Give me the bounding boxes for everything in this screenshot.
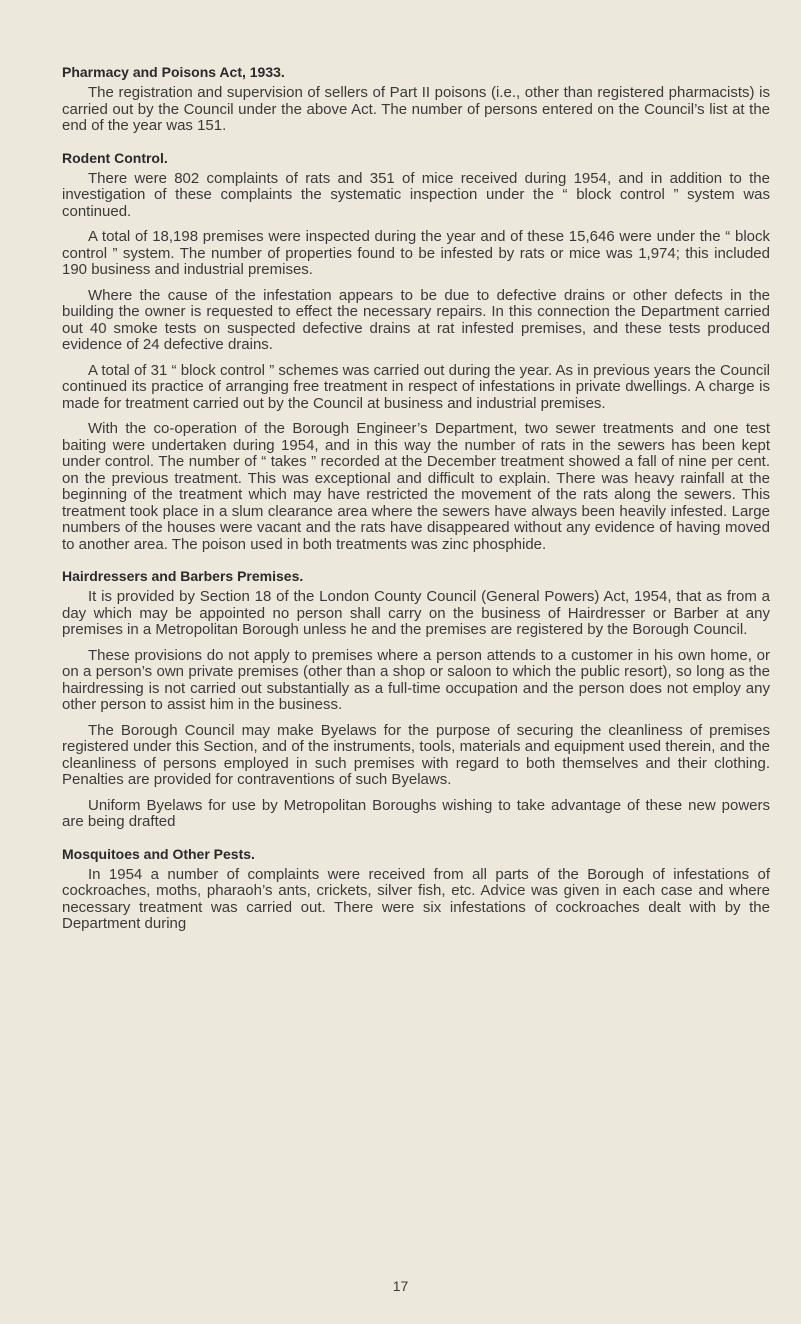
section-heading: Mosquitoes and Other Pests. xyxy=(62,845,255,862)
paragraph: With the co-operation of the Borough Engineer’s Department, two sewer treatments and one test baiting were undertaken during 1954, and in this way the number of rats in the sewers has been kept under control. The number of “ takes ” recorded at the December treatment showed a fall of nine per cent. on the previous treatment. This was exceptional and difficult to explain. There was heavy rainfall at the beginning of the treatment which may have restricted the movement of the rats along the sewers. This treatment took place in a slum clearance area where the sewers have always been heavily infested. Large numbers of the houses were vacant and the rats have disappeared without any evidence of having moved to another area. The poison used in both treatments was zinc phosphide. xyxy=(62,420,770,553)
paragraph: There were 802 complaints of rats and 351 of mice received during 1954, and in addition to the investigation of these complaints the systematic inspection under the “ block control ” system was continued. xyxy=(62,169,770,220)
section-heading: Rodent Control. xyxy=(62,149,168,166)
report-page xyxy=(62,64,770,942)
paragraph: It is provided by Section 18 of the London County Council (General Powers) Act, 1954, that as from a day which may be appointed no person shall carry on the business of Hairdresser or Barber at any premises in a Metropolitan Borough unless he and the premises are registered by the Borough Council. xyxy=(62,588,770,638)
section-mosquitoes-pests xyxy=(62,846,770,933)
paragraph: The Borough Council may make Byelaws for the purpose of securing the cleanliness of premises registered under this Section, and of the instruments, tools, materials and equipment used therein, and the cleanliness of persons employed in such premises with regard to both themselves and their clothing. Penalties are provided for contraventions of such Byelaws. xyxy=(62,721,770,788)
section-heading: Pharmacy and Poisons Act, 1933. xyxy=(62,64,285,80)
paragraph: Uniform Byelaws for use by Metropolitan Boroughs wishing to take advantage of these new powers are being drafted xyxy=(62,796,770,830)
paragraph: A total of 31 “ block control ” schemes was carried out during the year. As in previous years the Council continued its practice of arranging free treatment in respect of infestations in private dwellings. A charge is made for treatment carried out by the Council at business and industrial premises. xyxy=(62,361,770,412)
section-pharmacy-poisons xyxy=(62,64,770,135)
paragraph: The registration and supervision of sellers of Part II poisons (i.e., other than registered pharmacists) is carried out by the Council under the above Act. The number of persons entered on the Council’s list at the end of the year was 151. xyxy=(62,84,770,134)
section-rodent-control xyxy=(62,150,770,554)
paragraph: Where the cause of the infestation appears to be due to defective drains or other defects in the building the owner is requested to effect the necessary repairs. In this connection the Department carried out 40 smoke tests on suspected defective drains at rat infested premises, and these tests produced evidence of 24 defective drains. xyxy=(62,286,770,353)
paragraph: A total of 18,198 premises were inspected during the year and of these 15,646 were under the “ block control ” system. The number of properties found to be infested by rats or mice was 1,974; this included 190 business and industrial premises. xyxy=(62,228,770,278)
section-hairdressers-barbers xyxy=(62,568,770,831)
page-number: 17 xyxy=(392,1278,409,1294)
section-heading: Hairdressers and Barbers Premises. xyxy=(62,568,304,584)
paragraph: In 1954 a number of complaints were received from all parts of the Borough of infestations of cockroaches, moths, pharaoh’s ants, crickets, silver fish, etc. Advice was given in each case and where necessary treatment was carried out. There were six infestations of cockroaches dealt with by the Department during xyxy=(62,865,770,932)
paragraph: These provisions do not apply to premises where a person attends to a customer in his own home, or on a person’s own private premises (other than a shop or saloon to which the public resort), so long as the hairdressing is not carried out substantially as a full-time occupation and the person does not employ any other person to assist him in the business. xyxy=(62,646,770,713)
